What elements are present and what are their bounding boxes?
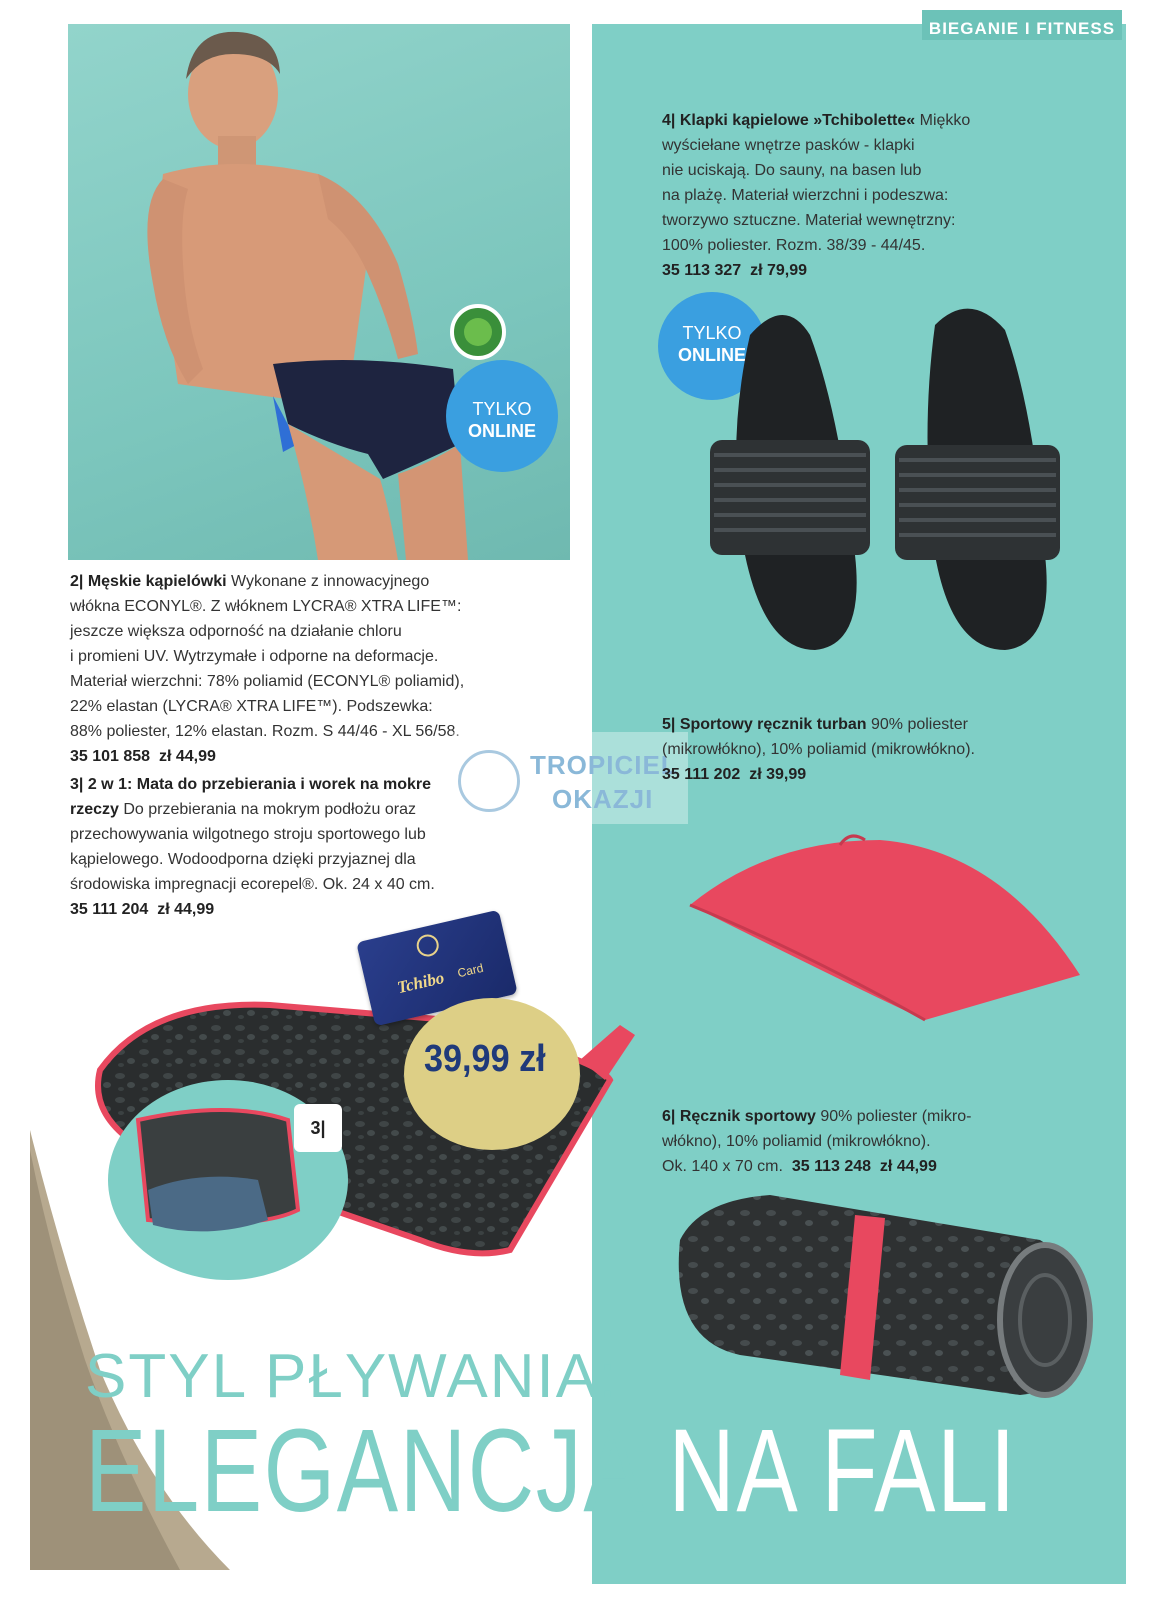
item-5-description [662,712,1102,787]
model-illustration [68,24,570,560]
card-label: Card [456,960,485,981]
item-4-desc-line: na plażę. Materiał wierzchni i podeszwa: [662,187,949,204]
item-4-name: Klapki kąpielowe »Tchibolette« [679,112,916,129]
badge-line2: ONLINE [467,421,536,441]
mat-image-label: 3| [310,1118,326,1138]
rolled-towel-image [660,1180,1110,1410]
item-6-name: Ręcznik sportowy [679,1108,816,1125]
badge-line1: TYLKO [472,399,532,419]
slippers-image [690,295,1090,675]
item-2-desc-line: Materiał wierzchni: 78% poliamid (ECONYL® poliamid), [70,673,465,690]
tchibo-logo-icon [415,932,441,958]
item-3-desc-line: kąpielowego. Wodoodporna dzięki przyjaznej dla [70,851,416,868]
item-4-desc-line: tworzywo sztuczne. Materiał wewnętrzny: [662,212,956,229]
item-3-number: 3| [70,776,84,793]
online-only-badge [446,360,558,472]
eco-globe-icon [450,304,506,360]
section-label: BIEGANIE I FITNESS [922,10,1122,40]
item-6-desc-line: 90% poliester (mikro- [820,1108,972,1125]
item-3-name: 2 w 1: Mata do przebierania i worek na mokre [87,776,432,793]
item-2-desc-line: Wykonane z innowacyjnego [231,573,430,590]
item-4-description [662,108,1082,283]
item-5-price: zł 39,99 [749,766,807,783]
item-3-price: zł 44,99 [157,901,215,918]
item-2-desc-line: 22% elastan (LYCRA® XTRA LIFE™). Podszewka: [70,698,433,715]
item-4-code: 35 113 327 [662,262,742,279]
item-5-desc-line: (mikrowłókno), 10% poliamid (mikrowłókno). [662,741,975,758]
item-6-code: 35 113 248 [791,1158,872,1175]
badge-line1: TYLKO [682,323,742,343]
headline-line2 [85,1405,1017,1537]
item-3-desc-line: przechowywania wilgotnego stroju sportowego lub [70,826,426,843]
swim-trunks-photo [68,24,570,560]
item-6-price: zł 44,99 [879,1158,937,1175]
item-3-code: 35 111 204 [70,901,149,918]
item-6-description [662,1104,1102,1179]
item-3-name-cont: rzeczy [70,801,119,818]
watermark-line1: TROPICIEL [530,750,678,780]
badge-line2: ONLINE [677,345,746,365]
item-2-number: 2| [70,573,84,590]
item-4-desc-line: wyściełane wnętrze pasków - klapki [662,137,915,154]
item-4-desc-line: 100% poliester. Rozm. 38/39 - 44/45. [662,237,926,254]
item-5-name: Sportowy ręcznik turban [679,716,867,733]
item-2-desc-line: 88% poliester, 12% elastan. Rozm. S 44/46 - XL 56/58. [70,723,460,740]
watermark-logo-icon [458,750,520,812]
item-5-number: 5| [662,716,676,733]
item-4-desc-line: nie uciskają. Do sauny, na basen lub [662,162,922,179]
item-3-desc-line: Do przebierania na mokrym podłożu oraz [123,801,416,818]
watermark [452,732,688,824]
headline-line1: STYL PŁYWANIA: [85,1342,619,1411]
item-4-price: zł 79,99 [750,262,808,279]
mat-image-label-box [294,1104,342,1152]
item-6-desc-line: włókno), 10% poliamid (mikrowłókno). [662,1133,931,1150]
item-2-code: 35 101 858 [70,748,151,765]
watermark-line2: OKAZJI [552,784,654,814]
item-2-desc-line: jeszcze większa odporność na działanie chloru [70,623,402,640]
card-brand: Tchibo [395,967,446,998]
item-4-number: 4| [662,112,676,129]
item-6-number: 6| [662,1108,676,1125]
item-2-price: zł 44,99 [158,748,216,765]
item-2-desc-line: i promieni UV. Wytrzymałe i odporne na deformacje. [70,648,439,665]
item-2-name: Męskie kąpielówki [87,573,227,590]
turban-towel-image [680,820,1100,1040]
item-2-desc-line: włókna ECONYL®. Z włóknem LYCRA® XTRA LIFE™: [70,598,462,615]
headline-line2-part2: NA FALI [668,1405,1017,1537]
item-5-code: 35 111 202 [662,766,741,783]
item-5-desc-line: 90% poliester [870,716,968,733]
item-4-desc-line: Miękko [919,112,971,129]
item-6-desc-line: Ok. 140 x 70 cm. [662,1158,783,1175]
card-price: 39,99 zł [424,1038,546,1080]
headline-line2-part1: ELEGANCJA [85,1405,642,1537]
item-3-desc-line: środowiska impregnacji ecorepel®. Ok. 24 x 40 cm. [70,876,435,893]
